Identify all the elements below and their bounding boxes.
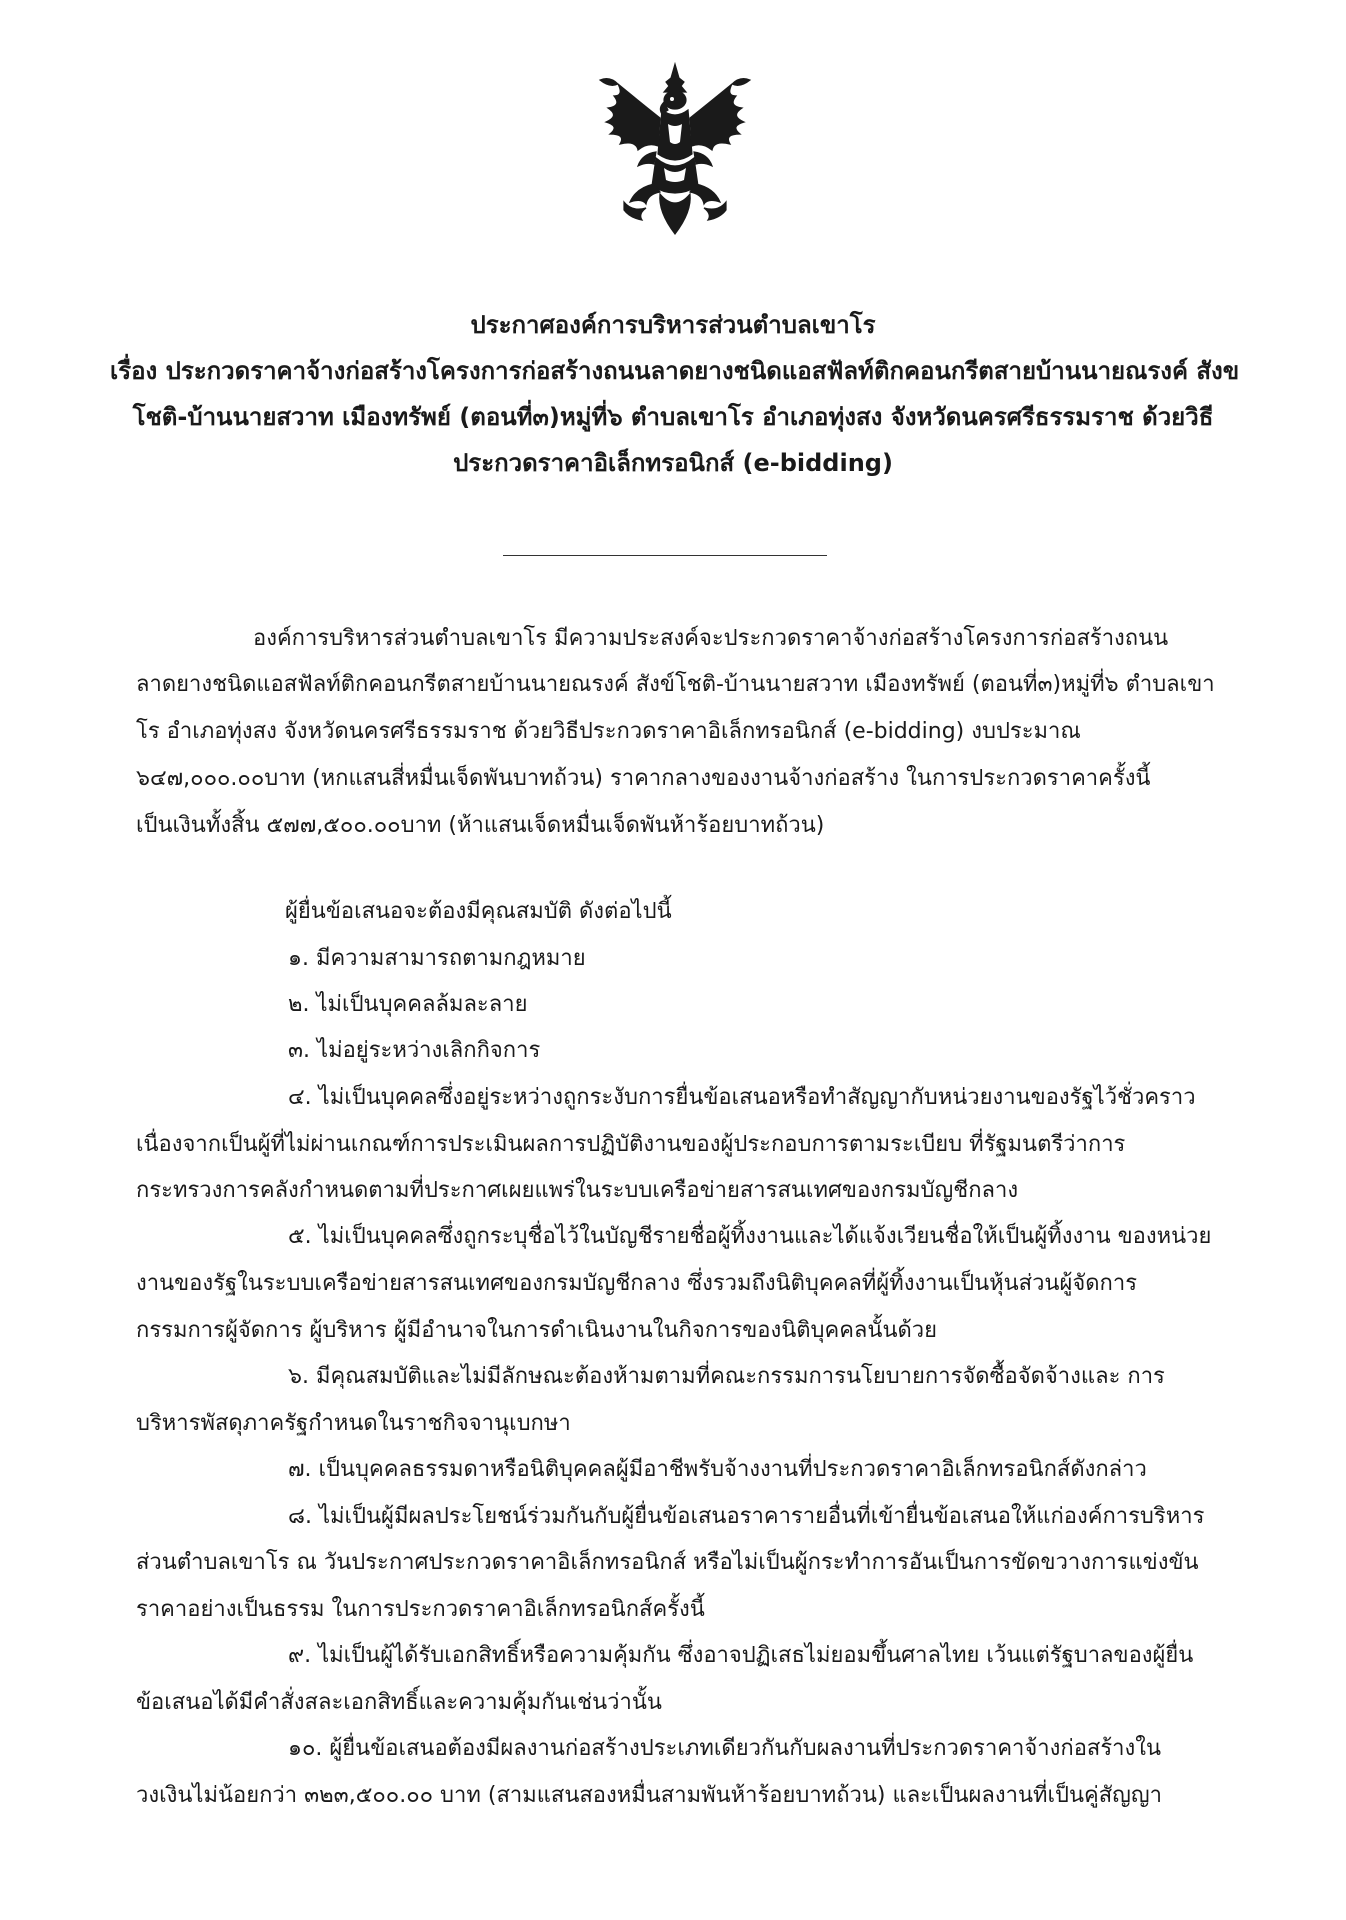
intro-line-2: ลาดยางชนิดแอสฟัลท์ติกคอนกรีตสายบ้านนายณรงค์ สังข์โชติ-บ้านนายสวาท เมืองทรัพย์ (ตอนที่๓)หมู่ที่๖ ตำบลเขา — [136, 672, 1215, 697]
intro-line-4: ๖๔๗,๐๐๐.๐๐บาท (หกแสนสี่หมื่นเจ็ดพันบาทถ้วน) ราคากลางของงานจ้างก่อสร้าง ในการประกวดราคาครั้งนี้ — [136, 766, 1151, 791]
qualification-item-5-line-3: กรรมการผู้จัดการ ผู้บริหาร ผู้มีอำนาจในการดำเนินงานในกิจการของนิติบุคคลนั้นด้วย — [136, 1318, 938, 1343]
qualification-item-9-line-2: ข้อเสนอได้มีคำสั่งสละเอกสิทธิ์และความคุ้มกันเช่นว่านั้น — [136, 1690, 662, 1715]
qualification-item-2: ๒. ไม่เป็นบุคคลล้มละลาย — [288, 992, 528, 1017]
qualification-item-4-line-2: เนื่องจากเป็นผู้ที่ไม่ผ่านเกณฑ์การประเมินผลการปฏิบัติงานของผู้ประกอบการตามระเบียบ ที่รัฐมนตรีว่าการ — [136, 1132, 1126, 1157]
qualification-item-7: ๗. เป็นบุคคลธรรมดาหรือนิติบุคคลผู้มีอาชีพรับจ้างงานที่ประกวดราคาอิเล็กทรอนิกส์ดังกล่าว — [288, 1457, 1147, 1482]
qualification-item-6-line-1: ๖. มีคุณสมบัติและไม่มีลักษณะต้องห้ามตามที่คณะกรรมการนโยบายการจัดซื้อจัดจ้างและ การ — [288, 1364, 1165, 1389]
qualification-item-3: ๓. ไม่อยู่ระหว่างเลิกกิจการ — [288, 1038, 541, 1063]
announcement-agency: ประกาศองค์การบริหารส่วนตำบลเขาโร — [470, 311, 876, 339]
qualification-item-6-line-2: บริหารพัสดุภาครัฐกำหนดในราชกิจจานุเบกษา — [136, 1411, 571, 1436]
qualifications-heading: ผู้ยื่นข้อเสนอจะต้องมีคุณสมบัติ ดังต่อไปนี้ — [285, 899, 672, 924]
intro-line-3: โร อำเภอทุ่งสง จังหวัดนครศรีธรรมราช ด้วยวิธีประกวดราคาอิเล็กทรอนิกส์ (e-bidding) งบประมาณ — [136, 719, 1081, 744]
intro-line-1: องค์การบริหารส่วนตำบลเขาโร มีความประสงค์จะประกวดราคาจ้างก่อสร้างโครงการก่อสร้างถนน — [253, 626, 1169, 651]
announcement-header — [110, 302, 1240, 486]
qualification-item-4-line-1: ๔. ไม่เป็นบุคคลซึ่งอยู่ระหว่างถูกระงับการยื่นข้อเสนอหรือทำสัญญากับหน่วยงานของรัฐไว้ชั่วคราว — [288, 1085, 1196, 1110]
qualification-item-9-line-1: ๙. ไม่เป็นผู้ได้รับเอกสิทธิ์หรือความคุ้มกัน ซึ่งอาจปฏิเสธไม่ยอมขึ้นศาลไทย เว้นแต่รัฐบาลของผู้ยื่น — [288, 1643, 1194, 1668]
qualification-item-5-line-2: งานของรัฐในระบบเครือข่ายสารสนเทศของกรมบัญชีกลาง ซึ่งรวมถึงนิติบุคคลที่ผู้ทิ้งงานเป็นหุ้นส่วนผู้จัดการ — [136, 1271, 1138, 1296]
qualification-item-5-line-1: ๕. ไม่เป็นบุคคลซึ่งถูกระบุชื่อไว้ในบัญชีรายชื่อผู้ทิ้งงานและได้แจ้งเวียนชื่อให้เป็นผู้ทิ้งงาน ของหน่วย — [288, 1224, 1212, 1249]
qualification-item-8-line-3: ราคาอย่างเป็นธรรม ในการประกวดราคาอิเล็กทรอนิกส์ครั้งนี้ — [136, 1597, 705, 1622]
announcement-subject-line-1: เรื่อง ประกวดราคาจ้างก่อสร้างโครงการก่อสร้างถนนลาดยางชนิดแอสฟัลท์ติกคอนกรีตสายบ้านนายณรงค์ สังข — [110, 357, 1240, 385]
intro-line-5: เป็นเงินทั้งสิ้น ๕๗๗,๕๐๐.๐๐บาท (ห้าแสนเจ็ดหมื่นเจ็ดพันห้าร้อยบาทถ้วน) — [136, 813, 825, 838]
garuda-emblem-icon — [580, 62, 770, 238]
qualification-item-1: ๑. มีความสามารถตามกฎหมาย — [288, 946, 586, 971]
qualification-item-8-line-2: ส่วนตำบลเขาโร ณ วันประกาศประกวดราคาอิเล็กทรอนิกส์ หรือไม่เป็นผู้กระทำการอันเป็นการขัดขวางการแข่งขัน — [136, 1550, 1199, 1575]
qualification-item-10-line-1: ๑๐. ผู้ยื่นข้อเสนอต้องมีผลงานก่อสร้างประเภทเดียวกันกับผลงานที่ประกวดราคาจ้างก่อสร้างใน — [288, 1736, 1162, 1761]
announcement-subject-line-3: ประกวดราคาอิเล็กทรอนิกส์ (e-bidding) — [453, 449, 893, 477]
header-divider — [503, 555, 827, 556]
qualification-item-10-line-2: วงเงินไม่น้อยกว่า ๓๒๓,๕๐๐.๐๐ บาท (สามแสนสองหมื่นสามพันห้าร้อยบาทถ้วน) และเป็นผลงานที่เป็นคู่สัญญา — [136, 1783, 1163, 1808]
qualification-item-8-line-1: ๘. ไม่เป็นผู้มีผลประโยชน์ร่วมกันกับผู้ยื่นข้อเสนอราคารายอื่นที่เข้ายื่นข้อเสนอให้แก่องค์การบริหาร — [288, 1504, 1205, 1529]
announcement-subject-line-2: โชติ-บ้านนายสวาท เมืองทรัพย์ (ตอนที่๓)หมู่ที่๖ ตำบลเขาโร อำเภอทุ่งสง จังหวัดนครศรีธรรมราช ด้วยวิธี — [132, 403, 1214, 431]
qualification-item-4-line-3: กระทรวงการคลังกำหนดตามที่ประกาศเผยแพร่ในระบบเครือข่ายสารสนเทศของกรมบัญชีกลาง — [136, 1178, 1019, 1203]
